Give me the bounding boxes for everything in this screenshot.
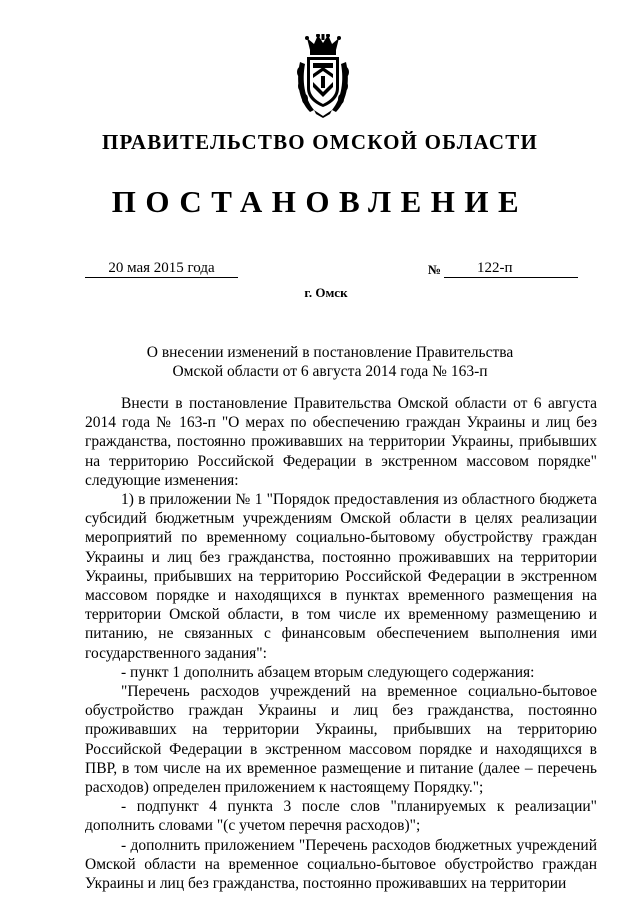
subject-line: О внесении изменений в постановление Правительства xyxy=(146,344,514,361)
organization-title: ПРАВИТЕЛЬСТВО ОМСКОЙ ОБЛАСТИ xyxy=(101,130,538,154)
document-body xyxy=(85,394,597,893)
body-paragraph: "Перечень расходов учреждений на временное социально-бытовое обустройство граждан Украины и лиц без гражданства, постоянно проживавших на территории Украины, прибывших на территорию Российской Федерации в экстренном массовом порядке и находящихся в ПВР, в том числе на их временное размещение и питание (далее – перечень расходов) определен приложением к настоящему Порядку."; xyxy=(85,683,597,797)
document-subject xyxy=(100,343,560,381)
document-number-field xyxy=(444,259,578,278)
body-paragraph: - подпункт 4 пункта 3 после слов "планируемых к реализации" дополнить словами "(с учетом перечня расходов)"; xyxy=(85,798,597,835)
number-label: № xyxy=(428,262,442,277)
city-line: г. Омск xyxy=(304,285,348,300)
body-paragraph: 1) в приложении № 1 "Порядок предоставления из областного бюджета субсидий бюджетным учреждениям Омской области в целях реализации мероприятий по временному социально-бытовому обустройству граждан Украины и лиц без гражданства, постоянно проживавших на территории Украины, прибывших на территорию Российской Федерации в экстренном массовом порядке и находящихся в пунктах временного размещения на территории Омской области, в том числе их временному размещению и питанию, не связанных с финансовым обеспечением выполнения ими государственного задания": xyxy=(85,491,597,662)
document-type-heading: ПОСТАНОВЛЕНИЕ xyxy=(111,184,529,219)
body-paragraph: Внести в постановление Правительства Омской области от 6 августа 2014 года № 163-п "О мерах по обеспечению граждан Украины и лиц без гражданства, постоянно проживавших на территории Украины, прибывших на территорию Российской Федерации в экстренном массовом порядке" следующие изменения: xyxy=(85,395,597,489)
document-date: 20 мая 2015 года xyxy=(85,259,238,278)
subject-line: Омской области от 6 августа 2014 года № 163-п xyxy=(172,363,488,380)
document-number: 122-п xyxy=(477,260,513,276)
body-paragraph: - пункт 1 дополнить абзацем вторым следующего содержания: xyxy=(121,663,535,681)
coat-of-arms-icon xyxy=(296,34,350,118)
body-paragraph: - дополнить приложением "Перечень расходов бюджетных учреждений Омской области на временное социально-бытовое обустройство граждан Украины и лиц без гражданства, постоянно проживавших на территории xyxy=(85,836,597,893)
